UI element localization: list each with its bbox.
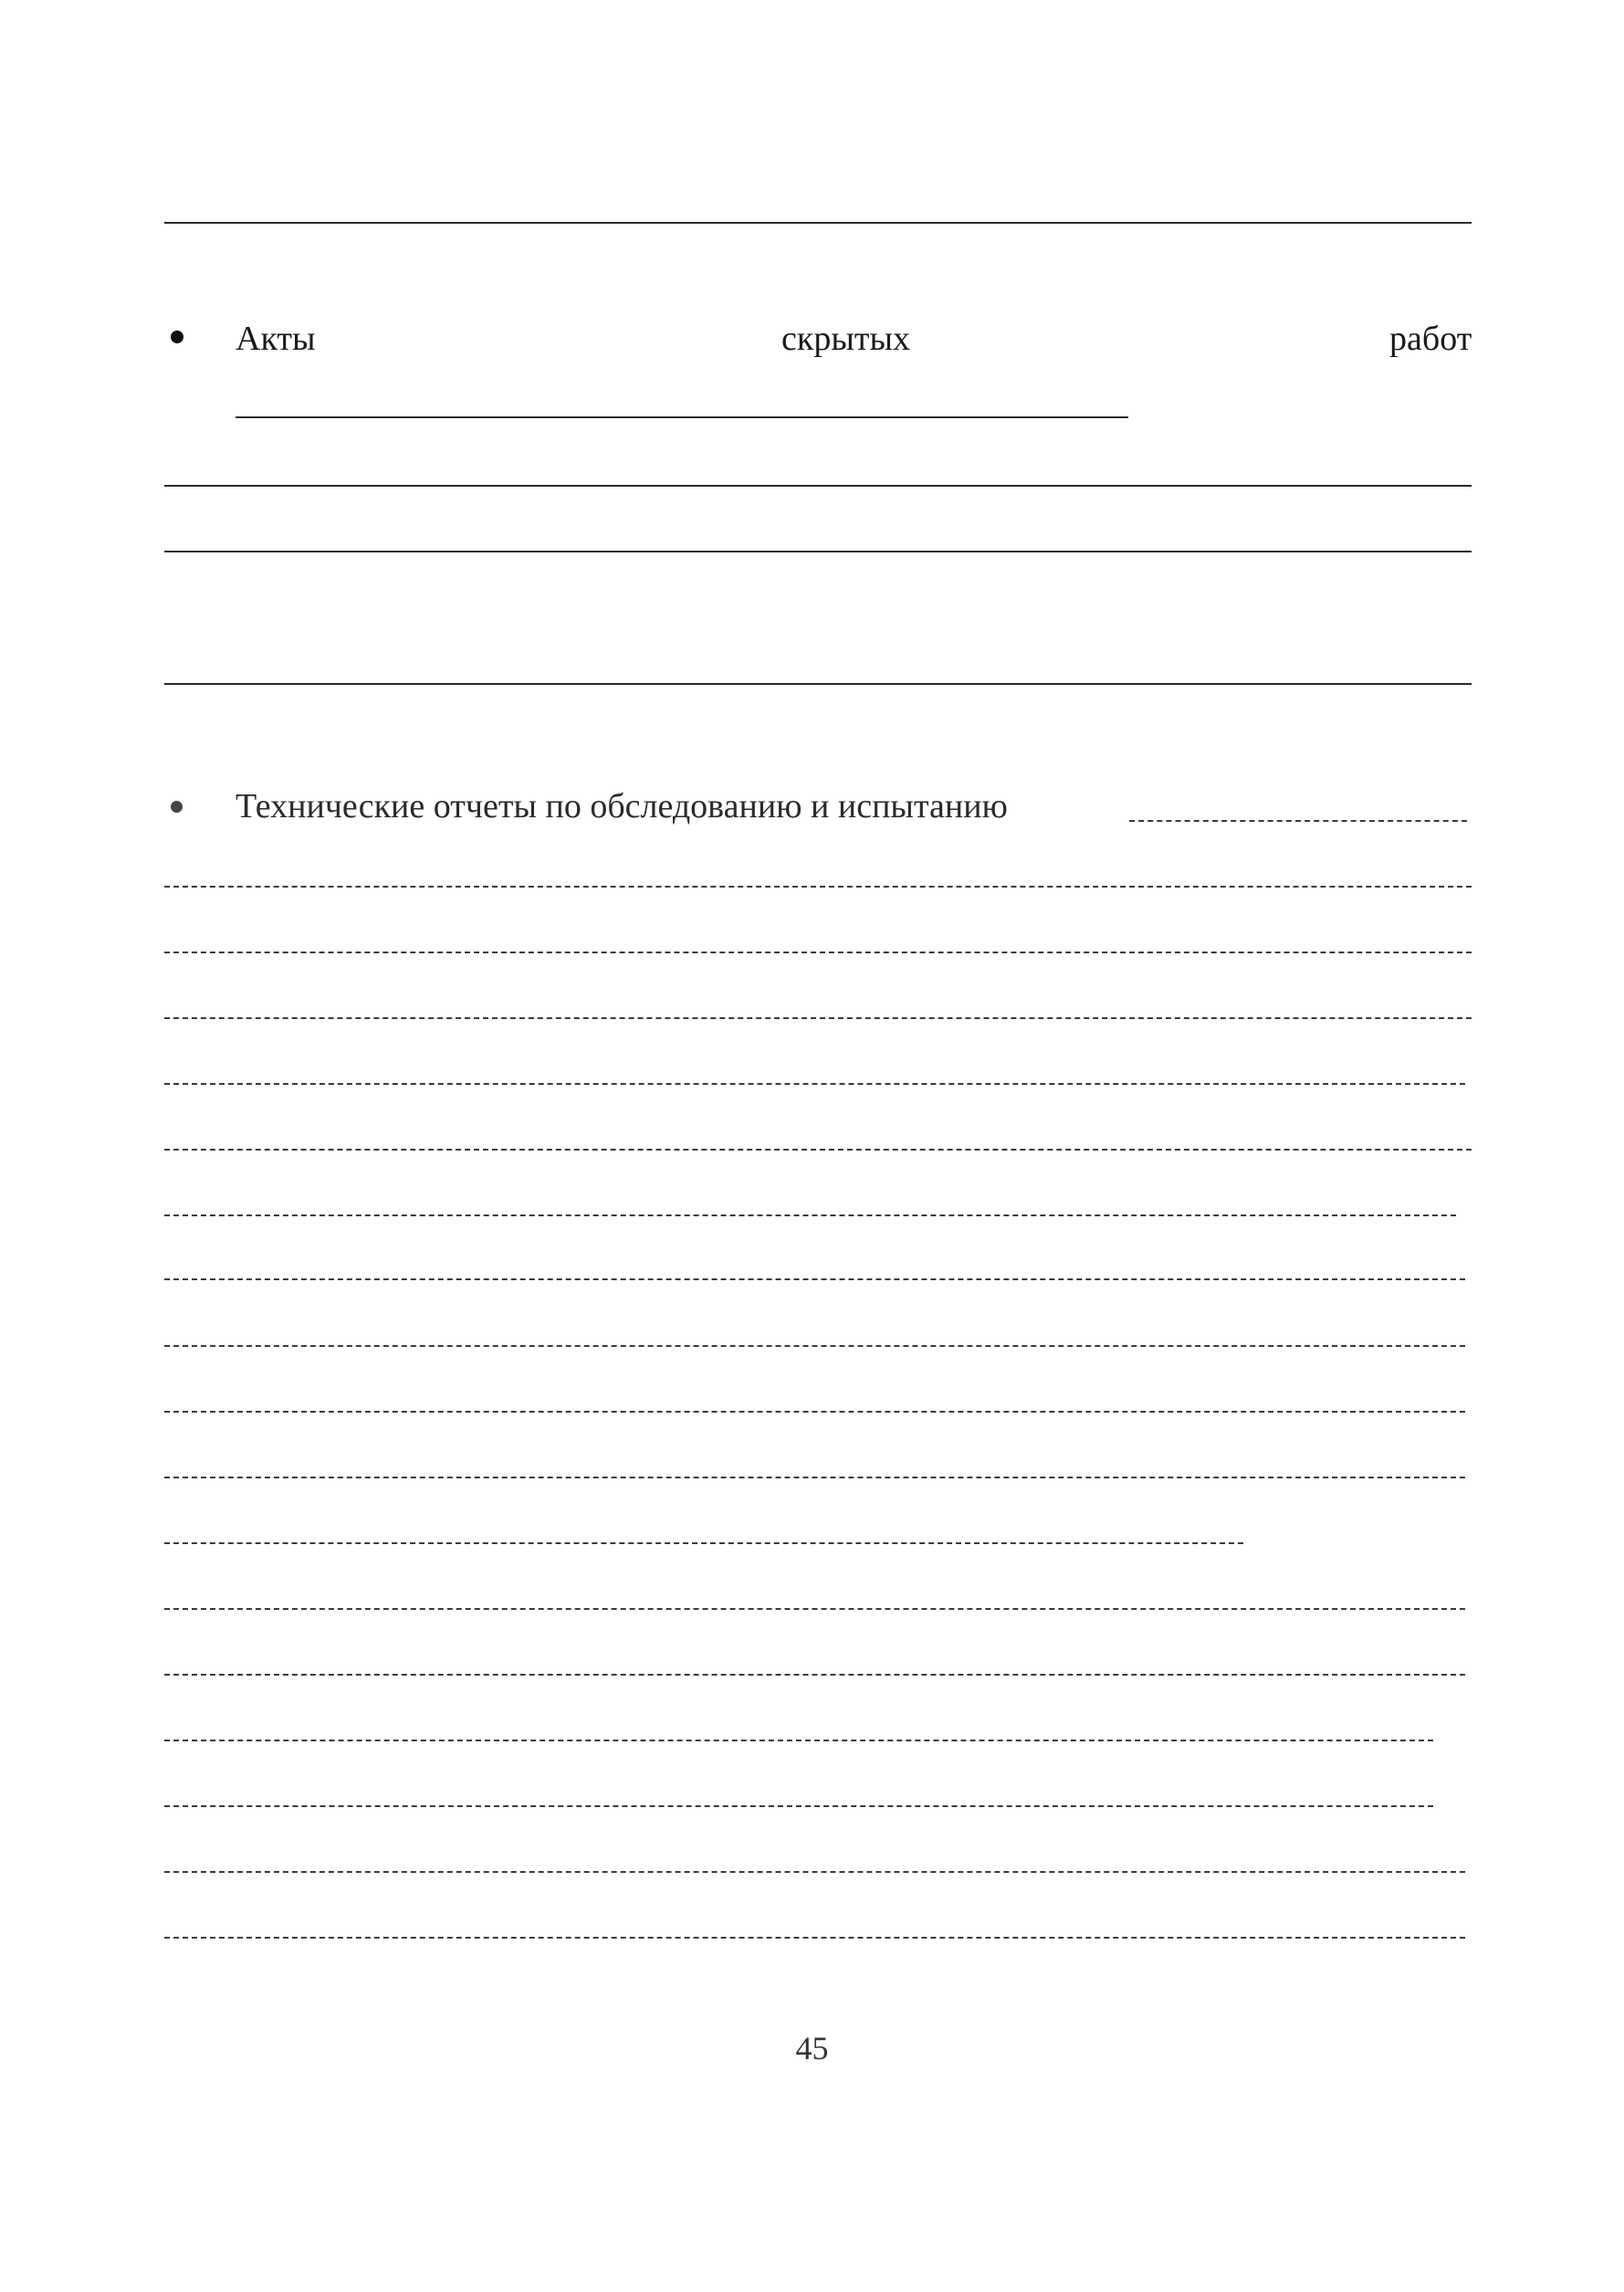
blank-line <box>164 1083 1465 1085</box>
blank-line <box>164 1477 1465 1478</box>
blank-line <box>164 1278 1465 1280</box>
page-number: 45 <box>795 2030 829 2066</box>
blank-line <box>164 1411 1465 1413</box>
blank-line <box>164 1149 1472 1151</box>
section2-heading: Технические отчеты по обследованию и испытанию <box>236 787 1008 825</box>
section1-word-3: работ <box>1389 320 1472 358</box>
blank-line <box>164 1740 1433 1741</box>
section1-blank-line-1 <box>164 485 1472 487</box>
blank-line <box>164 886 1472 888</box>
blank-line <box>164 1805 1433 1807</box>
blank-line <box>164 1937 1465 1939</box>
blank-line <box>164 1214 1456 1216</box>
blank-line <box>164 1608 1465 1610</box>
top-rule <box>164 222 1472 224</box>
section1-blank-line-2 <box>164 551 1472 552</box>
blank-line <box>164 1017 1472 1019</box>
section1-fill-line <box>236 416 1128 418</box>
blank-line <box>164 1542 1243 1544</box>
blank-line <box>164 1871 1465 1873</box>
blank-line <box>164 951 1472 953</box>
section1-word-2: скрытых <box>781 320 910 358</box>
section2-fill-line <box>1129 820 1467 822</box>
blank-line <box>164 1345 1465 1347</box>
bullet-1-icon <box>171 331 183 343</box>
section1-blank-line-3 <box>164 683 1472 685</box>
section1-word-1: Акты <box>236 320 316 358</box>
bullet-2-icon <box>171 801 183 813</box>
blank-line <box>164 1674 1465 1676</box>
